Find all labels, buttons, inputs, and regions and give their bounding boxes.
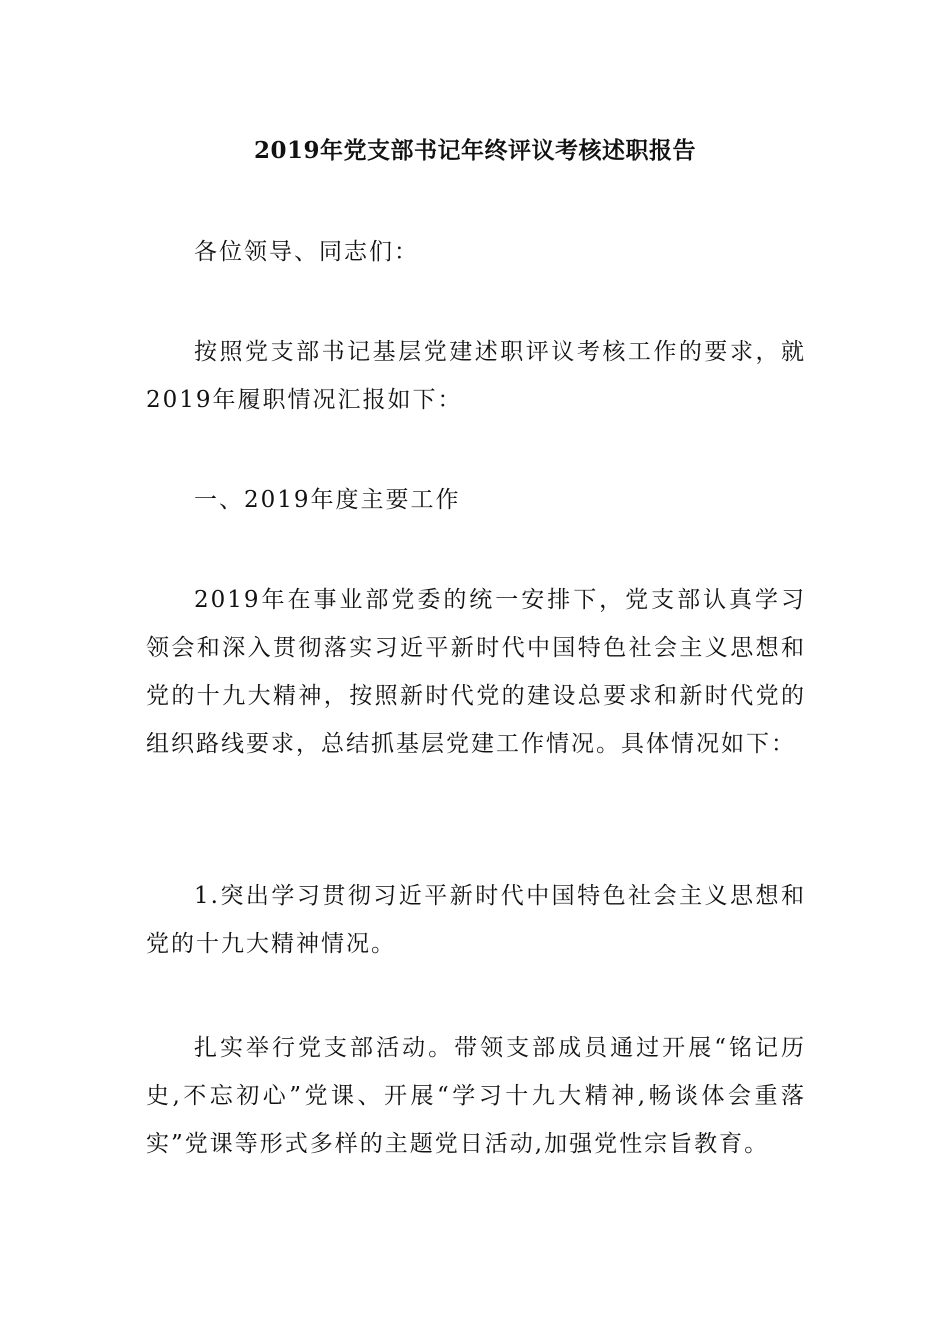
section-heading-1: 一、2019年度主要工作 — [194, 487, 461, 513]
intro-paragraph: 按照党支部书记基层党建述职评议考核工作的要求，就2019年履职情况汇报如下： — [146, 339, 806, 413]
list-item-1: 1.突出学习贯彻习近平新时代中国特色社会主义思想和党的十九大精神情况。 — [146, 883, 806, 957]
body-paragraph-1: 2019年在事业部党委的统一安排下，党支部认真学习领会和深入贯彻落实习近平新时代中国特色社会主义思想和党的十九大精神，按照新时代党的建设总要求和新时代党的组织路线要求，总结抓基层党建工作情况。具体情况如下： — [146, 587, 806, 757]
salutation-paragraph: 各位领导、同志们： — [194, 239, 419, 265]
body-paragraph-2: 扎实举行党支部活动。带领支部成员通过开展“铭记历史,不忘初心”党课、开展“学习十九大精神,畅谈体会重落实”党课等形式多样的主题党日活动,加强党性宗旨教育。 — [146, 1035, 806, 1157]
document-title: 2019年党支部书记年终评议考核述职报告 — [253, 137, 696, 164]
